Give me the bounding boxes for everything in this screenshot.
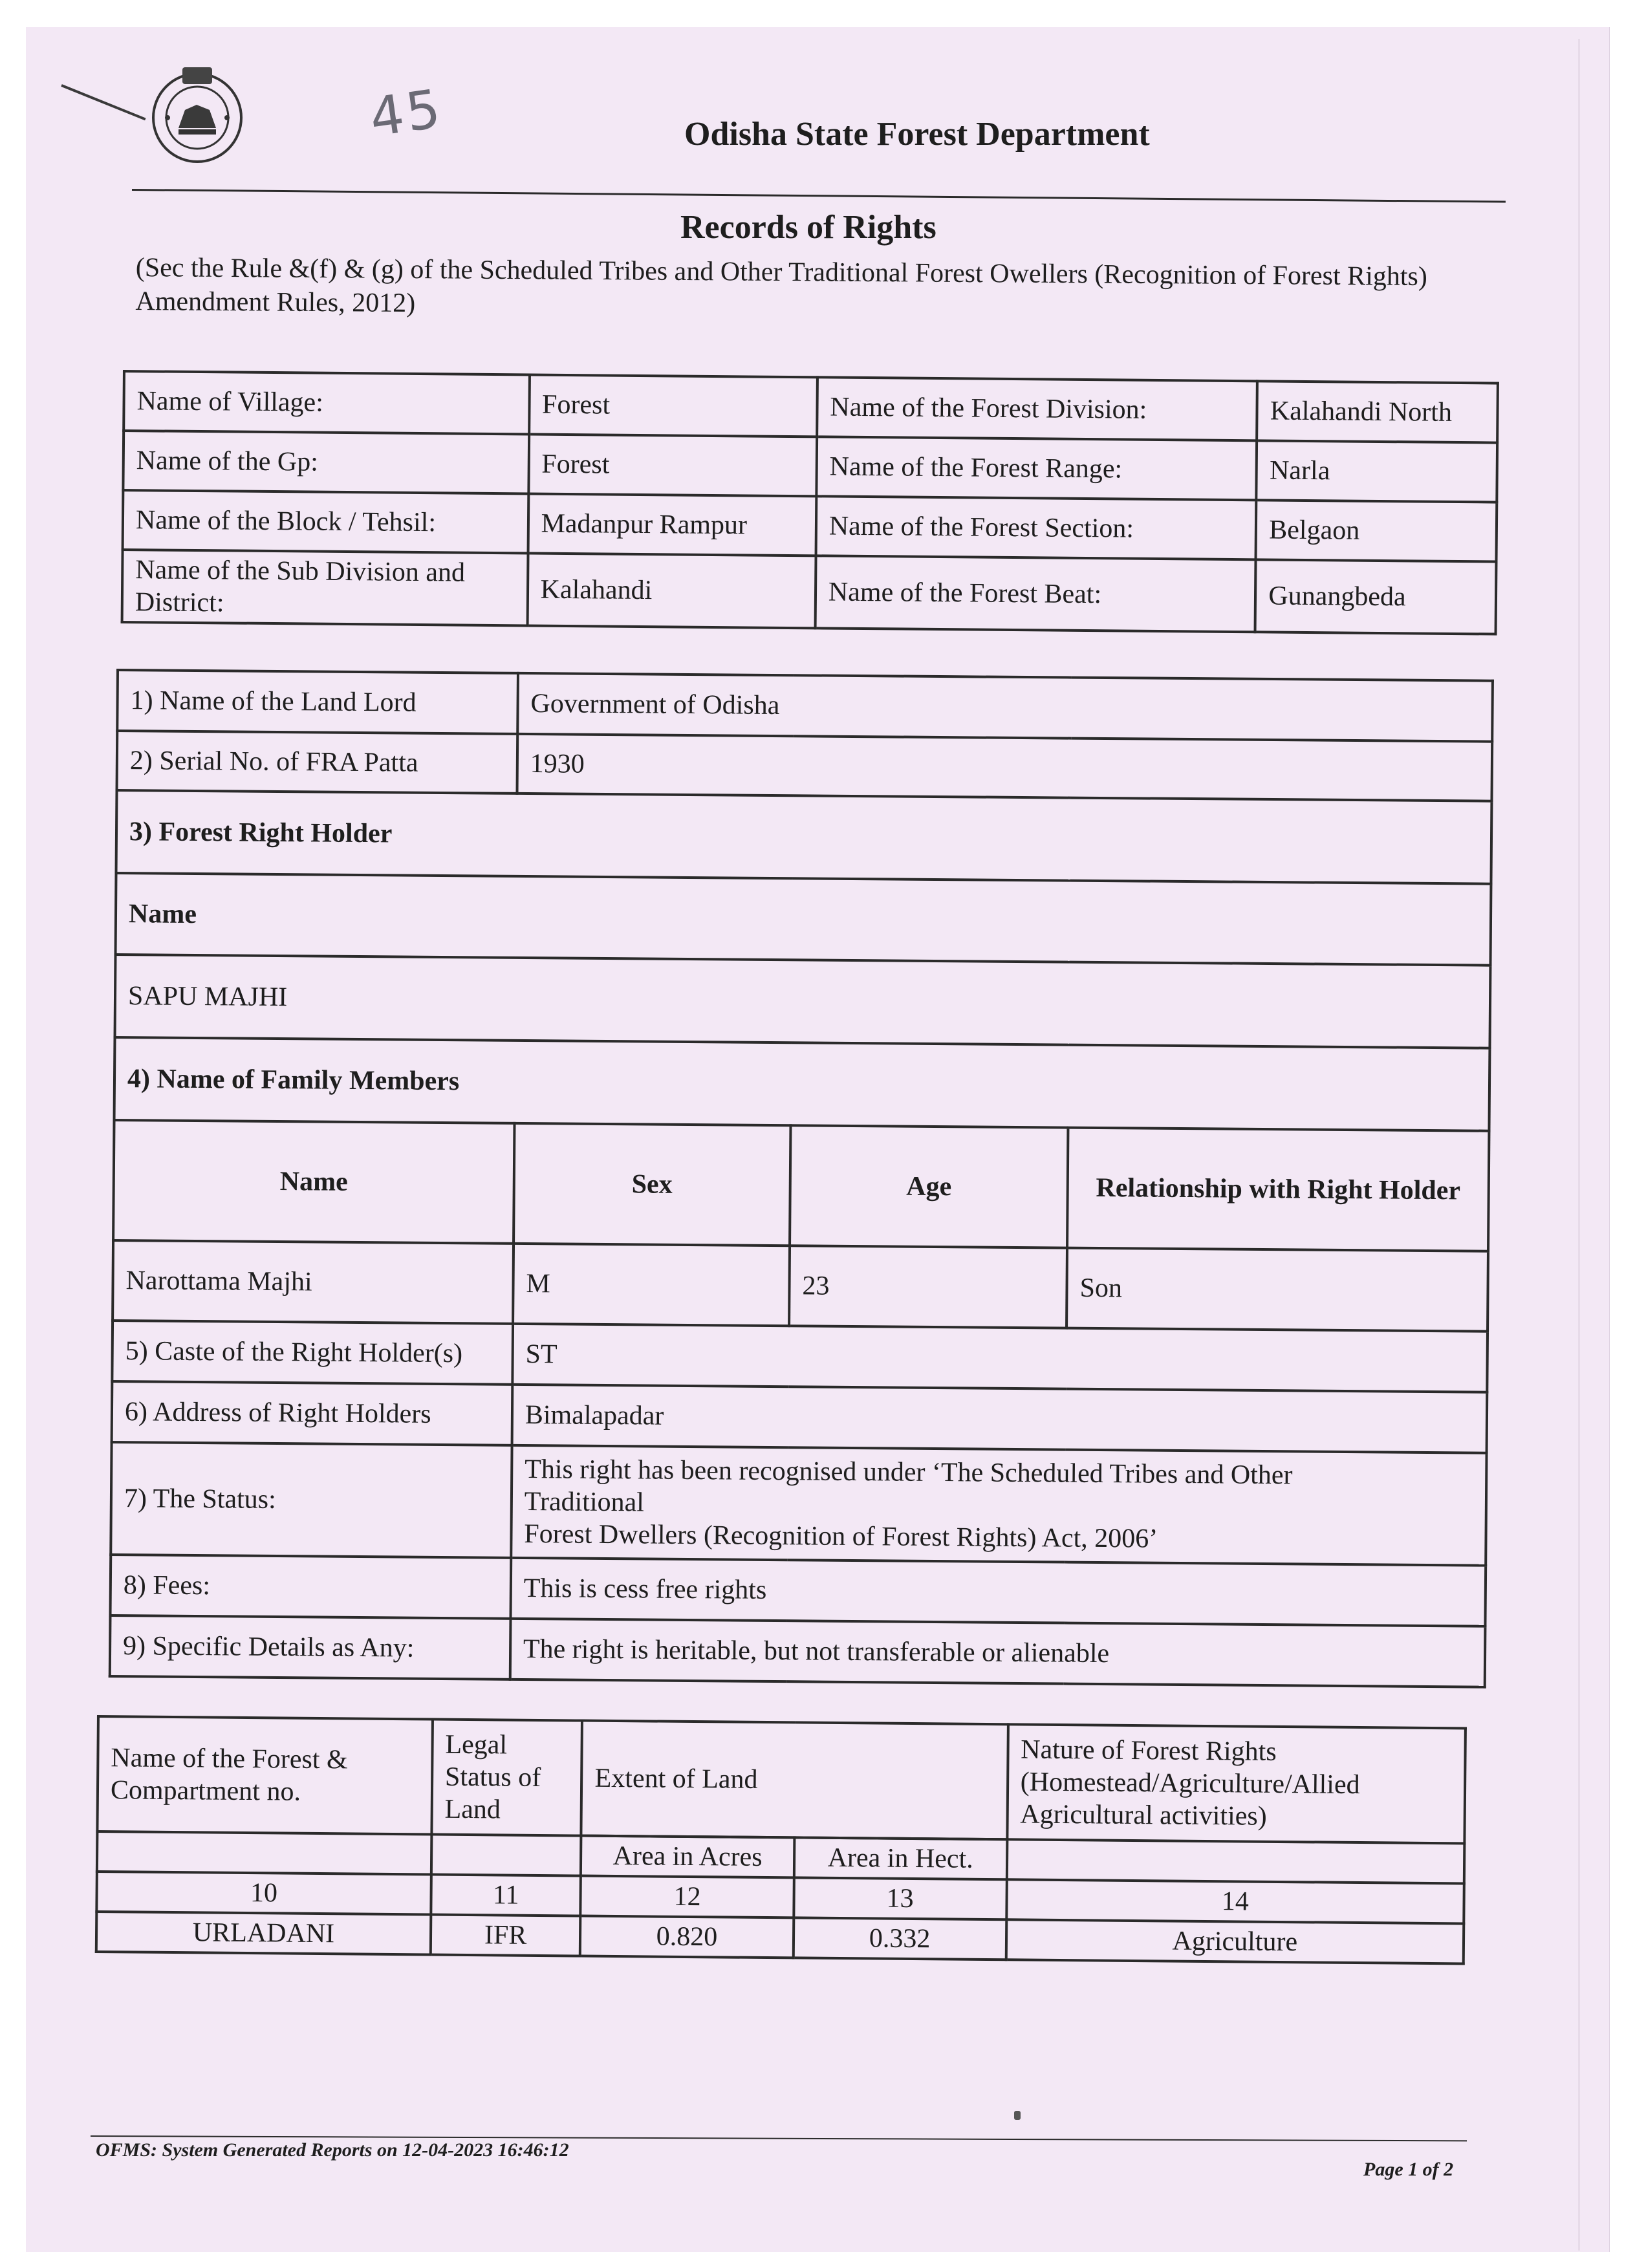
subdivision-value: Kalahandi xyxy=(527,553,816,628)
status-value xyxy=(511,1445,1486,1566)
family-member-sex: M xyxy=(513,1244,790,1326)
division-value: Kalahandi North xyxy=(1257,381,1497,442)
landlord-label: 1) Name of the Land Lord xyxy=(117,670,518,734)
forest-compartment-header: Name of the Forest & Compartment no. xyxy=(97,1716,432,1835)
status-label: 7) The Status: xyxy=(111,1442,512,1558)
block-label: Name of the Block / Tehsil: xyxy=(123,490,528,553)
column-number: 14 xyxy=(1006,1879,1464,1923)
family-member-name: Narottama Majhi xyxy=(113,1240,514,1324)
division-label: Name of the Forest Division: xyxy=(817,377,1257,440)
forest-right-holder-heading: 3) Forest Right Holder xyxy=(116,790,1492,884)
village-label: Name of Village: xyxy=(124,371,529,434)
column-number: 10 xyxy=(96,1872,431,1915)
beat-label: Name of the Forest Beat: xyxy=(815,556,1255,632)
caste-label: 5) Caste of the Right Holder(s) xyxy=(112,1321,513,1385)
address-label: 6) Address of Right Holders xyxy=(112,1381,513,1445)
range-label: Name of the Forest Range: xyxy=(816,437,1257,500)
section-label: Name of the Forest Section: xyxy=(816,496,1256,559)
forest-name-value: URLADANI xyxy=(96,1912,431,1955)
beat-value: Gunangbeda xyxy=(1255,559,1497,634)
holder-name-heading: Name xyxy=(116,873,1491,966)
column-number: 13 xyxy=(794,1877,1007,1919)
subdivision-label: Name of the Sub Division and District: xyxy=(122,550,528,625)
land-table xyxy=(95,1715,1467,1965)
nature-of-rights-header: Nature of Forest Rights (Homestead/Agriculture/Allied Agricultural activities) xyxy=(1007,1724,1466,1843)
document-title: Records of Rights xyxy=(680,209,937,246)
column-number: 12 xyxy=(581,1876,794,1918)
rule-reference: (Sec the Rule &(f) & (g) of the Scheduled Tribes and Other Traditional Forest Owellers (Recognition of Forest Rights) Amendment Rules, 2012) xyxy=(135,252,1427,319)
specific-value: The right is heritable, but not transferable or alienable xyxy=(510,1619,1486,1687)
area-acres-header: Area in Acres xyxy=(581,1836,794,1878)
blank-cell xyxy=(97,1831,431,1875)
fees-label: 8) Fees: xyxy=(111,1555,512,1619)
extent-of-land-header: Extent of Land xyxy=(581,1721,1008,1840)
range-value: Narla xyxy=(1257,440,1497,502)
odisha-emblem-seal xyxy=(146,65,248,167)
scan-speck xyxy=(1014,2111,1021,2120)
nature-value: Agriculture xyxy=(1006,1919,1464,1963)
landlord-value: Government of Odisha xyxy=(517,673,1493,742)
gp-value: Forest xyxy=(528,434,817,496)
page-edge xyxy=(1578,39,1580,2251)
serial-label: 2) Serial No. of FRA Patta xyxy=(117,731,518,794)
family-col-relationship: Relationship with Right Holder xyxy=(1067,1128,1489,1251)
family-col-name: Name xyxy=(113,1120,514,1244)
area-acres-value: 0.820 xyxy=(580,1916,794,1958)
column-number: 11 xyxy=(431,1875,581,1916)
area-hect-value: 0.332 xyxy=(793,1917,1006,1960)
caste-value: ST xyxy=(512,1324,1488,1392)
status-line-1: This right has been recognised under ‘The Scheduled Tribes and Other xyxy=(524,1454,1293,1491)
blank-cell xyxy=(1006,1839,1464,1883)
blank-cell xyxy=(431,1835,581,1876)
handwritten-number: 45 xyxy=(365,78,447,149)
legal-status-header: Legal Status of Land xyxy=(431,1720,582,1836)
holder-name: SAPU MAJHI xyxy=(115,955,1491,1048)
fees-value: This is cess free rights xyxy=(510,1558,1486,1626)
specific-label: 9) Specific Details as Any: xyxy=(110,1615,511,1679)
generated-timestamp: OFMS: System Generated Reports on 12-04-2023 16:46:12 xyxy=(96,2139,569,2161)
page-number: Page 1 of 2 xyxy=(1363,2159,1454,2180)
village-value: Forest xyxy=(529,374,817,437)
gp-label: Name of the Gp: xyxy=(123,431,528,493)
rights-details-table xyxy=(109,669,1494,1689)
location-table xyxy=(121,370,1499,636)
family-col-age: Age xyxy=(790,1125,1068,1247)
block-value: Madanpur Rampur xyxy=(528,493,816,556)
area-hect-header: Area in Hect. xyxy=(794,1837,1007,1879)
serial-value: 1930 xyxy=(517,734,1492,801)
family-member-relation: Son xyxy=(1067,1248,1488,1332)
family-member-age: 23 xyxy=(789,1246,1067,1328)
address-value: Bimalapadar xyxy=(512,1385,1487,1453)
family-members-heading: 4) Name of Family Members xyxy=(114,1037,1490,1131)
section-value: Belgaon xyxy=(1256,500,1497,561)
legal-status-value: IFR xyxy=(431,1915,581,1956)
status-line-2: Traditional xyxy=(524,1486,645,1518)
department-title: Odisha State Forest Department xyxy=(684,116,1150,153)
family-col-sex: Sex xyxy=(514,1123,791,1246)
status-line-3: Forest Dwellers (Recognition of Forest Rights) Act, 2006’ xyxy=(524,1518,1158,1554)
